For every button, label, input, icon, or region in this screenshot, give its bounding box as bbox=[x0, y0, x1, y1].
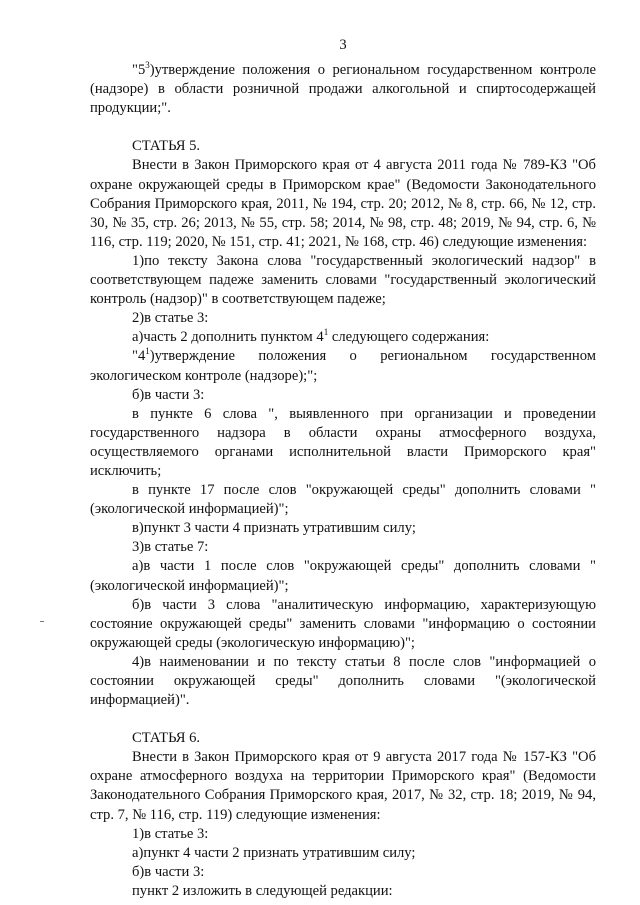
margin-mark bbox=[40, 621, 44, 622]
text: )утверждение положения о региональном государственном экологическом контроле (надзоре);"; bbox=[90, 348, 596, 384]
text: "4 bbox=[132, 348, 146, 365]
text: следующего содержания: bbox=[328, 329, 490, 346]
article-5-item-2c: в)пункт 3 части 4 признать утратившим силу; bbox=[132, 520, 416, 537]
article-5-item-2b-2: в пункте 17 после слов "окружающей среды" дополнить словами "(экологической информацией)"; bbox=[90, 482, 596, 518]
superscript: 3 bbox=[145, 60, 150, 71]
superscript: 1 bbox=[145, 346, 150, 357]
text: а)часть 2 дополнить пунктом 4 bbox=[132, 329, 324, 346]
page-number: 3 bbox=[339, 37, 347, 53]
article-5-item-3a: а)в части 1 после слов "окружающей среды" дополнить словами "(экологической информацией)"; bbox=[90, 558, 596, 594]
article-6-intro: Внести в Закон Приморского края от 9 августа 2017 года № 157-КЗ "Об охране атмосферного воздуха на территории Приморского края" (Ведомости Законодательного Собрания Приморского края, 2017, № 32, стр. 18; 2019, № 94, стр. 7, № 116, стр. 119) следующие изменения: bbox=[90, 749, 596, 823]
article-6-item-1: 1)в статье 3: bbox=[132, 825, 209, 842]
article-5-item-2a-quote bbox=[90, 347, 596, 385]
article-6-item-1b: б)в части 3: bbox=[132, 863, 205, 880]
article-6-heading: СТАТЬЯ 6. bbox=[132, 730, 201, 747]
text: )утверждение положения о региональном государственном контроле (надзоре) в области розничной продажи алкогольной и спиртосодержащей продукции;". bbox=[90, 62, 596, 117]
document-page bbox=[90, 36, 596, 901]
article-5-heading: СТАТЬЯ 5. bbox=[132, 138, 201, 155]
article-5-item-2b-1: в пункте 6 слова ", выявленного при организации и проведении государственного надзора в области охраны атмосферного воздуха, осуществляемого органами исполнительной власти Приморского края" исключить; bbox=[90, 405, 596, 479]
article-5-item-3: 3)в статье 7: bbox=[132, 539, 209, 556]
text: "5 bbox=[132, 62, 146, 79]
article-5-item-1: 1)по тексту Закона слова "государственный экологический надзор" в соответствующем падеже заменить словами "государственный экологический контроль (надзор)" в соответствующем падеже; bbox=[90, 252, 596, 308]
article-5-item-4: 4)в наименовании и по тексту статьи 8 после слов "информацией о состоянии окружающей среды" дополнить словами "(экологической информацией)". bbox=[90, 653, 596, 709]
article-5-intro: Внести в Закон Приморского края от 4 августа 2011 года № 789-КЗ "Об охране окружающей среды в Приморском крае" (Ведомости Законодательного Собрания Приморского края, 2011, № 194, стр. 20; 2012, № 8, стр. 66, № 12, стр. 30, № 35, стр. 26; 2013, № 55, стр. 58; 2014, № 98, стр. 48; 2019, № 94, стр. 6, № 116, стр. 119; 2020, № 151, стр. 41; 2021, № 168, стр. 46) следующие изменения: bbox=[90, 157, 596, 250]
article-6-item-1a: а)пункт 4 части 2 признать утратившим силу; bbox=[132, 844, 416, 861]
paragraph-5-3 bbox=[90, 61, 596, 118]
article-6-item-1b-1: пункт 2 изложить в следующей редакции: bbox=[132, 882, 393, 899]
article-5-item-3b: б)в части 3 слова "аналитическую информацию, характеризующую состояние окружающей среды" заменить словами "информацию о состоянии окружающей среды (экологическую информацию)"; bbox=[90, 596, 596, 651]
article-5-item-2: 2)в статье 3: bbox=[132, 310, 209, 327]
article-5-item-2a bbox=[90, 328, 596, 347]
superscript: 1 bbox=[323, 327, 329, 338]
article-5-item-2b: б)в части 3: bbox=[132, 386, 205, 403]
